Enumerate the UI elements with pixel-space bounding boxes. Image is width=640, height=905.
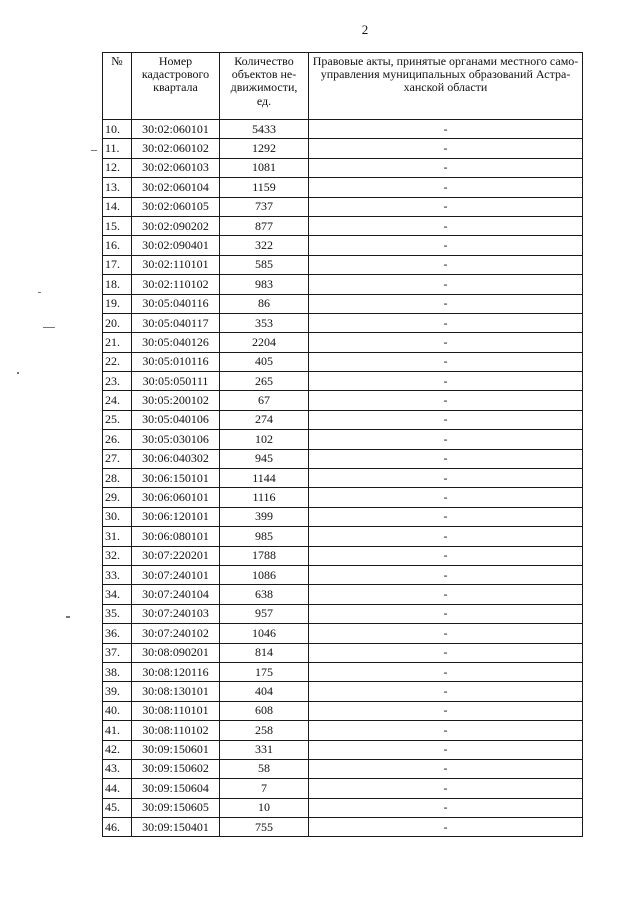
cadastral-quarter-number: 30:06:040302: [132, 449, 220, 468]
table-row: [103, 740, 583, 759]
table-row: [103, 216, 583, 235]
object-count: 405: [220, 352, 309, 371]
legal-acts-value: -: [309, 236, 583, 255]
cadastral-quarter-number: 30:07:240103: [132, 604, 220, 623]
row-number: 13.: [103, 178, 132, 197]
object-count: 258: [220, 721, 309, 740]
row-number: 24.: [103, 391, 132, 410]
table-row: [103, 624, 583, 643]
object-count: 404: [220, 682, 309, 701]
table-row: [103, 779, 583, 798]
page-number: 2: [361, 22, 369, 37]
object-count: 957: [220, 604, 309, 623]
table-row: [103, 391, 583, 410]
legal-acts-value: -: [309, 643, 583, 662]
scan-mark: [66, 616, 70, 618]
table-row: [103, 313, 583, 332]
legal-acts-value: -: [309, 721, 583, 740]
cadastral-quarter-number: 30:05:010116: [132, 352, 220, 371]
legal-acts-value: -: [309, 565, 583, 584]
table-body: [103, 120, 583, 837]
row-number: 35.: [103, 604, 132, 623]
cadastral-quarter-number: 30:07:240104: [132, 585, 220, 604]
legal-acts-value: -: [309, 391, 583, 410]
cadastral-quarter-number: 30:02:060103: [132, 158, 220, 177]
object-count: 1788: [220, 546, 309, 565]
object-count: 67: [220, 391, 309, 410]
table-row: [103, 255, 583, 274]
object-count: 7: [220, 779, 309, 798]
cadastral-quarter-number: 30:06:120101: [132, 507, 220, 526]
table-row: [103, 759, 583, 778]
legal-acts-value: -: [309, 759, 583, 778]
cadastral-quarter-number: 30:02:060102: [132, 139, 220, 158]
row-number: 10.: [103, 120, 132, 139]
object-count: 353: [220, 313, 309, 332]
object-count: 1144: [220, 469, 309, 488]
legal-acts-value: -: [309, 779, 583, 798]
object-count: 10: [220, 798, 309, 817]
object-count: 1046: [220, 624, 309, 643]
cadastral-quarter-number: 30:08:090201: [132, 643, 220, 662]
row-number: 40.: [103, 701, 132, 720]
object-count: 399: [220, 507, 309, 526]
table-row: [103, 120, 583, 139]
row-number: 42.: [103, 740, 132, 759]
legal-acts-value: -: [309, 158, 583, 177]
legal-acts-value: -: [309, 139, 583, 158]
legal-acts-value: -: [309, 488, 583, 507]
row-number: 23.: [103, 372, 132, 391]
table-row: [103, 682, 583, 701]
legal-acts-value: -: [309, 120, 583, 139]
object-count: 983: [220, 275, 309, 294]
row-number: 30.: [103, 507, 132, 526]
row-number: 38.: [103, 662, 132, 681]
table-row: [103, 701, 583, 720]
row-number: 19.: [103, 294, 132, 313]
legal-acts-value: -: [309, 178, 583, 197]
row-number: 18.: [103, 275, 132, 294]
row-number: 11.: [103, 139, 132, 158]
table-row: [103, 372, 583, 391]
header-object-count: Количество объектов не-движимости, ед.: [220, 53, 309, 120]
table-row: [103, 488, 583, 507]
row-number: 37.: [103, 643, 132, 662]
row-number: 12.: [103, 158, 132, 177]
object-count: 2204: [220, 333, 309, 352]
row-number: 36.: [103, 624, 132, 643]
legal-acts-value: -: [309, 546, 583, 565]
table-row: [103, 604, 583, 623]
row-number: 14.: [103, 197, 132, 216]
legal-acts-value: -: [309, 255, 583, 274]
legal-acts-value: -: [309, 682, 583, 701]
cadastral-quarter-number: 30:09:150601: [132, 740, 220, 759]
row-number: 31.: [103, 527, 132, 546]
object-count: 175: [220, 662, 309, 681]
table-row: [103, 236, 583, 255]
row-number: 43.: [103, 759, 132, 778]
object-count: 985: [220, 527, 309, 546]
legal-acts-value: -: [309, 662, 583, 681]
legal-acts-value: -: [309, 430, 583, 449]
row-number: 33.: [103, 565, 132, 584]
object-count: 945: [220, 449, 309, 468]
legal-acts-value: -: [309, 352, 583, 371]
row-number: 20.: [103, 313, 132, 332]
table-header-row: [103, 53, 583, 120]
object-count: 331: [220, 740, 309, 759]
table-row: [103, 507, 583, 526]
row-number: 15.: [103, 216, 132, 235]
cadastral-quarter-number: 30:09:150604: [132, 779, 220, 798]
row-number: 46.: [103, 818, 132, 837]
legal-acts-value: -: [309, 275, 583, 294]
legal-acts-value: -: [309, 604, 583, 623]
table-row: [103, 546, 583, 565]
cadastral-quarter-number: 30:02:060104: [132, 178, 220, 197]
table-row: [103, 565, 583, 584]
object-count: 1159: [220, 178, 309, 197]
table-row: [103, 430, 583, 449]
legal-acts-value: -: [309, 818, 583, 837]
legal-acts-value: -: [309, 372, 583, 391]
cadastral-quarter-number: 30:08:110101: [132, 701, 220, 720]
object-count: 1292: [220, 139, 309, 158]
cadastral-quarter-number: 30:06:080101: [132, 527, 220, 546]
cadastral-quarter-number: 30:02:110101: [132, 255, 220, 274]
table-row: [103, 352, 583, 371]
object-count: 274: [220, 410, 309, 429]
table-row: [103, 197, 583, 216]
cadastral-quarter-number: 30:02:090401: [132, 236, 220, 255]
legal-acts-value: -: [309, 410, 583, 429]
object-count: 58: [220, 759, 309, 778]
cadastral-quarter-number: 30:05:040116: [132, 294, 220, 313]
object-count: 1081: [220, 158, 309, 177]
table-row: [103, 178, 583, 197]
object-count: 585: [220, 255, 309, 274]
table-row: [103, 469, 583, 488]
cadastral-quarter-number: 30:08:130101: [132, 682, 220, 701]
object-count: 755: [220, 818, 309, 837]
row-number: 41.: [103, 721, 132, 740]
scan-mark: [43, 327, 55, 328]
cadastral-quarter-number: 30:06:150101: [132, 469, 220, 488]
object-count: 608: [220, 701, 309, 720]
legal-acts-value: -: [309, 798, 583, 817]
row-number: 25.: [103, 410, 132, 429]
table-row: [103, 294, 583, 313]
cadastral-quarters-table: [102, 52, 583, 837]
legal-acts-value: -: [309, 469, 583, 488]
object-count: 1086: [220, 565, 309, 584]
table-row: [103, 275, 583, 294]
cadastral-quarter-number: 30:05:200102: [132, 391, 220, 410]
table-row: [103, 662, 583, 681]
object-count: 265: [220, 372, 309, 391]
table-row: [103, 798, 583, 817]
row-number: 26.: [103, 430, 132, 449]
table-row: [103, 721, 583, 740]
object-count: 322: [220, 236, 309, 255]
legal-acts-value: -: [309, 197, 583, 216]
table-row: [103, 449, 583, 468]
cadastral-quarter-number: 30:05:040126: [132, 333, 220, 352]
row-number: 22.: [103, 352, 132, 371]
table-row: [103, 527, 583, 546]
cadastral-quarter-number: 30:02:110102: [132, 275, 220, 294]
row-number: 16.: [103, 236, 132, 255]
object-count: 5433: [220, 120, 309, 139]
object-count: 877: [220, 216, 309, 235]
cadastral-quarter-number: 30:09:150401: [132, 818, 220, 837]
cadastral-quarter-number: 30:02:060105: [132, 197, 220, 216]
object-count: 638: [220, 585, 309, 604]
scan-mark: [17, 372, 19, 374]
legal-acts-value: -: [309, 624, 583, 643]
cadastral-quarter-number: 30:05:030106: [132, 430, 220, 449]
cadastral-quarter-number: 30:08:120116: [132, 662, 220, 681]
row-number: 44.: [103, 779, 132, 798]
table-row: [103, 818, 583, 837]
legal-acts-value: -: [309, 507, 583, 526]
table-row: [103, 643, 583, 662]
row-number: 21.: [103, 333, 132, 352]
legal-acts-value: -: [309, 313, 583, 332]
legal-acts-value: -: [309, 585, 583, 604]
cadastral-quarter-number: 30:02:090202: [132, 216, 220, 235]
header-number: №: [103, 53, 132, 120]
object-count: 737: [220, 197, 309, 216]
cadastral-quarter-number: 30:02:060101: [132, 120, 220, 139]
table-row: [103, 410, 583, 429]
legal-acts-value: -: [309, 333, 583, 352]
cadastral-quarter-number: 30:08:110102: [132, 721, 220, 740]
row-number: 28.: [103, 469, 132, 488]
row-number: 39.: [103, 682, 132, 701]
cadastral-quarter-number: 30:09:150602: [132, 759, 220, 778]
row-number: 27.: [103, 449, 132, 468]
cadastral-quarter-number: 30:06:060101: [132, 488, 220, 507]
cadastral-quarter-number: 30:05:050111: [132, 372, 220, 391]
table-row: [103, 139, 583, 158]
legal-acts-value: -: [309, 294, 583, 313]
cadastral-quarter-number: 30:09:150605: [132, 798, 220, 817]
row-number: 45.: [103, 798, 132, 817]
cadastral-quarter-number: 30:07:240101: [132, 565, 220, 584]
cadastral-quarter-number: 30:07:240102: [132, 624, 220, 643]
object-count: 1116: [220, 488, 309, 507]
object-count: 102: [220, 430, 309, 449]
legal-acts-value: -: [309, 740, 583, 759]
table-row: [103, 585, 583, 604]
row-number: 34.: [103, 585, 132, 604]
legal-acts-value: -: [309, 216, 583, 235]
legal-acts-value: -: [309, 701, 583, 720]
table-row: [103, 333, 583, 352]
cadastral-quarter-number: 30:05:040117: [132, 313, 220, 332]
header-cadastral-quarter: Номер кадастрового квартала: [132, 53, 220, 120]
cadastral-quarter-number: 30:05:040106: [132, 410, 220, 429]
row-number: 32.: [103, 546, 132, 565]
cadastral-quarter-number: 30:07:220201: [132, 546, 220, 565]
legal-acts-value: -: [309, 527, 583, 546]
scan-mark: [38, 292, 41, 293]
row-number: 17.: [103, 255, 132, 274]
object-count: 814: [220, 643, 309, 662]
table-row: [103, 158, 583, 177]
legal-acts-value: -: [309, 449, 583, 468]
row-number: 29.: [103, 488, 132, 507]
header-legal-acts: Правовые акты, принятые органами местного само-управления муниципальных образований Астра-ханской области: [309, 53, 583, 120]
object-count: 86: [220, 294, 309, 313]
scan-mark: [91, 150, 97, 151]
